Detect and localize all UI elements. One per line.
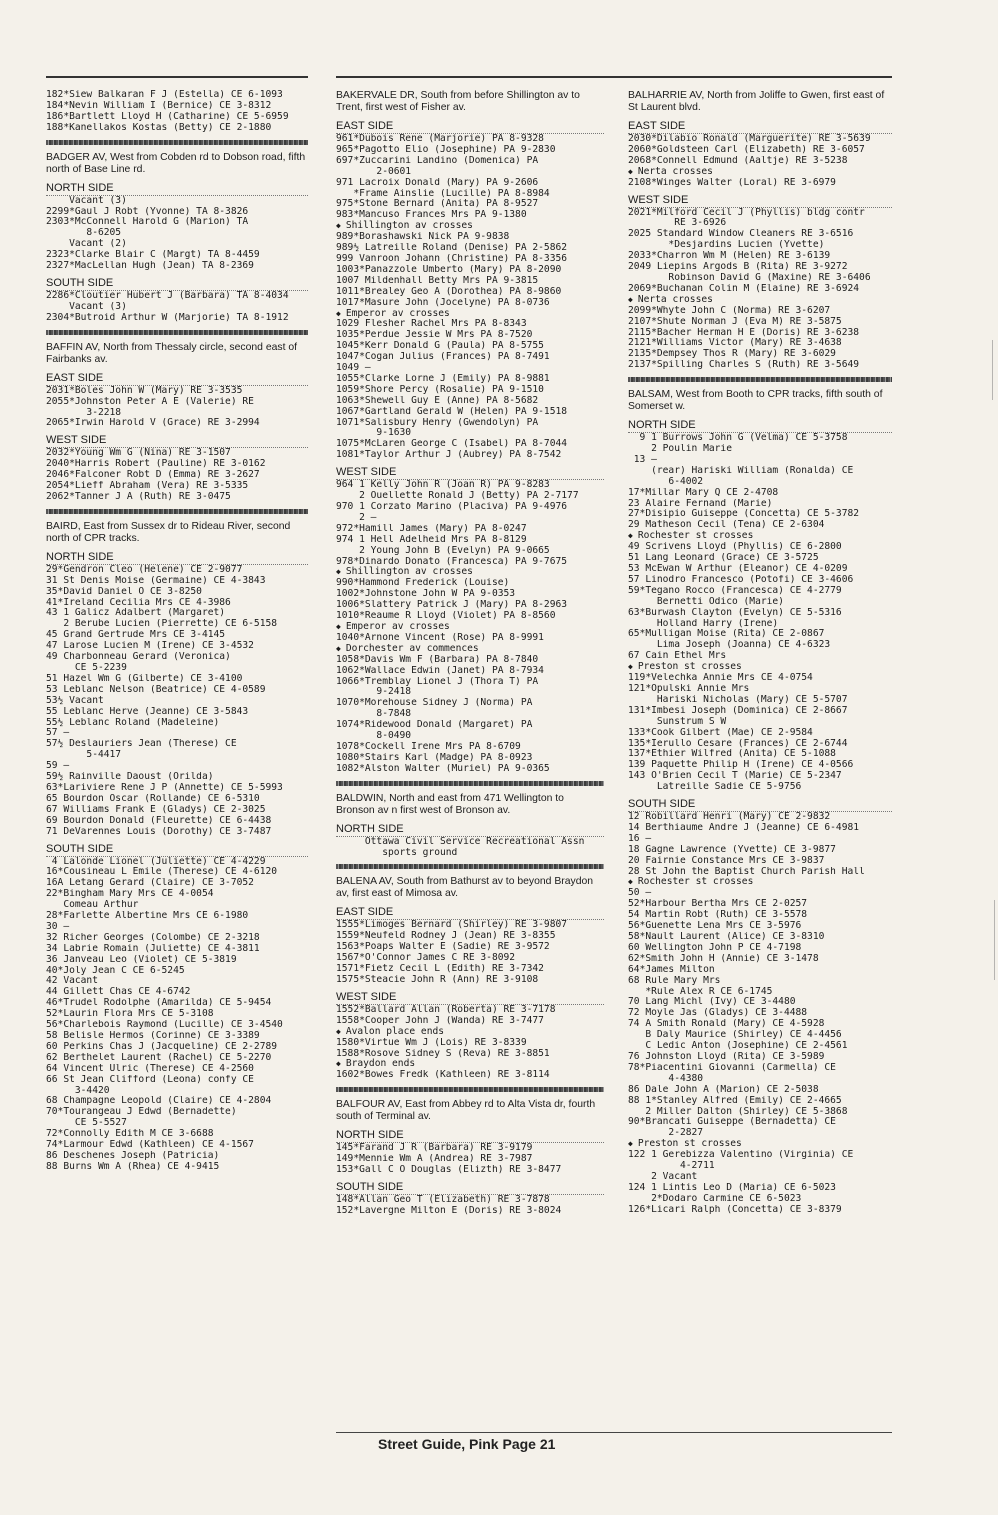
directory-entry: Hariski Nicholas (Mary) CE 5-5707: [628, 694, 848, 705]
directory-entry: 74 A Smith Ronald (Mary) CE 4-5928: [628, 1019, 825, 1030]
directory-entry: 52*Laurin Flora Mrs CE 5-3108: [46, 1009, 214, 1020]
cross-street-note: ◆ Dorchester av commences: [336, 644, 604, 655]
directory-entry: 56*Guenette Lena Mrs CE 3-5976: [628, 921, 802, 932]
street-heading: BALSAM, West from Booth to CPR tracks, fifth south of Somerset w.: [628, 389, 883, 413]
cross-street-note: ◆ Braydon ends: [336, 1059, 604, 1070]
directory-entry: Vacant (3): [46, 301, 127, 312]
cross-street-note: ◆ Avalon place ends: [336, 1027, 604, 1038]
directory-entry: 1588*Rosove Sidney S (Reva) RE 3-8851: [336, 1048, 550, 1059]
directory-entry: 149*Mennie Wm A (Andrea) RE 3-7987: [336, 1154, 533, 1165]
directory-entry: Bernetti Odico (Marie): [628, 596, 784, 607]
directory-entry: 54 Martin Robt (Ruth) CE 3-5578: [628, 910, 808, 921]
directory-entry: 22*Bingham Mary Mrs CE 4-0054: [46, 889, 214, 900]
directory-entry: 62 Berthelet Laurent (Rachel) CE 5-2270: [46, 1052, 272, 1063]
directory-entry: 119*Velechka Annie Mrs CE 4-0754: [628, 673, 813, 684]
directory-entry: 13 —: [628, 454, 657, 465]
directory-entry: 86 Dale John A (Marion) CE 2-5038: [628, 1084, 819, 1095]
side-label: EAST SIDE: [336, 906, 604, 920]
directory-entry: 29*Gendron Cleo (Helene) CE 2-9077: [46, 564, 243, 575]
directory-entry: 145*Farand J R (Barbara) RE 3-9179: [336, 1143, 533, 1154]
directory-entry: 67 Williams Frank E (Gladys) CE 2-3025: [46, 804, 266, 815]
section-divider: [46, 330, 308, 335]
directory-entry: 43 1 Galicz Adalbert (Margaret): [46, 608, 226, 619]
directory-entry: 983*Mancuso Frances Mrs PA 9-1380: [336, 210, 527, 221]
directory-entry: 2107*Shute Norman J (Eva M) RE 3-5875: [628, 316, 842, 327]
directory-entry: 76 Johnston Lloyd (Rita) CE 3-5989: [628, 1051, 825, 1062]
directory-entry: 9 1 Burrows John G (Velma) CE 5-3758: [628, 433, 848, 444]
side-label: SOUTH SIDE: [336, 1181, 604, 1195]
top-rule-right: [336, 76, 892, 78]
directory-entry: 71 DeVarennes Louis (Dorothy) CE 3-7487: [46, 826, 272, 837]
directory-entry: 67 Cain Ethel Mrs: [628, 651, 727, 662]
directory-entry: 1082*Alston Walter (Muriel) PA 9-0365: [336, 763, 550, 774]
directory-entry: 63*Lariviere Rene J P (Annette) CE 5-5993: [46, 782, 283, 793]
directory-entry: 133*Cook Gilbert (Mae) CE 2-9584: [628, 727, 813, 738]
directory-entry: 2031*Boles John W (Mary) RE 3-3535: [46, 385, 243, 396]
directory-entry: 8-0490: [336, 731, 412, 742]
directory-entry: 182*Siew Balkaran F J (Estella) CE 6-1093: [46, 90, 283, 100]
directory-entry: 51 Hazel Wm G (Gilberte) CE 3-4100: [46, 673, 243, 684]
directory-entry: 74*Larmour Edwd (Kathleen) CE 4-1567: [46, 1140, 254, 1151]
cross-street-note: ◆ Preston st crosses: [628, 662, 892, 673]
directory-entry: 975*Stone Bernard (Anita) PA 8-9527: [336, 199, 539, 210]
cross-street-note: ◆ Emperor av crosses: [336, 309, 604, 320]
directory-entry: 70 Lang Michl (Ivy) CE 3-4480: [628, 997, 796, 1008]
directory-entry: 1059*Shore Percy (Rosalie) PA 9-1510: [336, 384, 544, 395]
side-label: WEST SIDE: [336, 991, 604, 1005]
side-label: EAST SIDE: [46, 372, 308, 386]
directory-entry: 2327*MacLellan Hugh (Jean) TA 8-2369: [46, 261, 254, 272]
directory-entry: 6-4002: [628, 476, 704, 487]
directory-entry: 42 Vacant: [46, 976, 98, 987]
directory-entry: Vacant (3): [46, 195, 127, 206]
directory-entry: 16 —: [628, 833, 652, 844]
directory-entry: 137*Ethier Wilfred (Anita) CE 5-1088: [628, 749, 836, 760]
directory-entry: 49 Charbonneau Gerard (Veronica): [46, 652, 231, 663]
directory-entry: 1003*Panazzole Umberto (Mary) PA 8-2090: [336, 264, 562, 275]
directory-entry: 64*James Milton: [628, 964, 715, 975]
side-label: SOUTH SIDE: [46, 277, 308, 291]
directory-entry: 989*Borashawski Nick PA 9-9838: [336, 232, 510, 243]
directory-entry: 2 Berube Lucien (Pierrette) CE 6-5158: [46, 619, 278, 630]
directory-entry: 974 1 Hell Adelheid Mrs PA 8-8129: [336, 534, 527, 545]
directory-entry: 1049 —: [336, 363, 371, 374]
directory-entry: 1070*Morehouse Sidney J (Norma) PA: [336, 698, 533, 709]
directory-entry: 2137*Spilling Charles S (Ruth) RE 3-5649: [628, 360, 860, 371]
directory-entry: 8-6205: [46, 228, 122, 239]
directory-entry: 2 Young John B (Evelyn) PA 9-0665: [336, 545, 550, 556]
directory-entry: 4-2711: [628, 1161, 715, 1172]
column-2: [336, 88, 604, 1217]
directory-entry: CE 5-5527: [46, 1118, 127, 1129]
directory-entry: 2068*Connell Edmund (Aaltje) RE 3-5238: [628, 155, 848, 166]
directory-entry: *Desjardins Lucien (Yvette): [628, 240, 825, 251]
cross-street-note: ◆ Preston st crosses: [628, 1139, 892, 1150]
directory-entry: 2069*Buchanan Colin M (Elaine) RE 3-6924: [628, 283, 860, 294]
street-heading: BALFOUR AV, East from Abbey rd to Alta Vista dr, fourth south of Terminal av.: [336, 1099, 596, 1123]
directory-entry: 2323*Clarke Blair C (Margt) TA 8-4459: [46, 250, 260, 261]
directory-entry: 58 Belisle Hermos (Corinne) CE 3-3389: [46, 1031, 260, 1041]
directory-entry: 143 O'Brien Cecil T (Marie) CE 5-2347: [628, 771, 842, 782]
directory-entry: 1047*Cogan Julius (Frances) PA 8-7491: [336, 352, 550, 363]
directory-entry: 139 Paquette Philip H (Irene) CE 4-0566: [628, 760, 854, 771]
directory-entry: 1602*Bowes Fredk (Kathleen) RE 3-8114: [336, 1070, 550, 1081]
cross-street-note: ◆ Emperor av crosses: [336, 622, 604, 633]
directory-entry: 46*Trudel Rodolphe (Amarilda) CE 5-9454: [46, 998, 272, 1009]
directory-entry: 1580*Virtue Wm J (Lois) RE 3-8339: [336, 1037, 527, 1048]
directory-entry: 2115*Bacher Herman H E (Doris) RE 3-6238: [628, 327, 860, 338]
directory-entry: 2046*Falconer Robt D (Emma) RE 3-2627: [46, 470, 260, 481]
side-label: WEST SIDE: [628, 194, 892, 208]
directory-entry: 2121*Williams Victor (Mary) RE 3-4638: [628, 338, 842, 349]
directory-entry: CE 5-2239: [46, 663, 127, 673]
directory-entry: sports ground: [336, 847, 458, 858]
directory-entry: 2-0601: [336, 166, 412, 177]
side-label: NORTH SIDE: [46, 182, 308, 196]
directory-entry: 1006*Slattery Patrick J (Mary) PA 8-2963: [336, 600, 568, 611]
directory-entry: 55½ Leblanc Roland (Madeleine): [46, 717, 220, 728]
directory-entry: 62*Smith John H (Annie) CE 3-1478: [628, 953, 819, 964]
cross-street-note: ◆ Rochester st crosses: [628, 877, 892, 888]
directory-entry: 59*Tegano Rocco (Francesca) CE 4-2779: [628, 585, 842, 596]
directory-entry: 978*Dinardo Donato (Francesca) PA 9-7675: [336, 556, 568, 567]
directory-entry: 32 Richer Georges (Colombe) CE 2-3218: [46, 932, 260, 943]
directory-entry: 2025 Standard Window Cleaners RE 3-6516: [628, 229, 854, 240]
directory-entry: 148*Allan Geo T (Elizabeth) RE 3-7878: [336, 1194, 550, 1205]
directory-entry: 964 1 Kelly John R (Joan R) PA 9-8283: [336, 480, 550, 491]
directory-entry: 121*Opulski Annie Mrs: [628, 683, 750, 694]
directory-entry: 2*Dodaro Carmine CE 6-5023: [628, 1193, 802, 1204]
directory-entry: B Daly Maurice (Shirley) CE 4-4456: [628, 1030, 842, 1041]
directory-entry: 18 Gagne Lawrence (Yvette) CE 3-9877: [628, 844, 836, 855]
directory-entry: 135*Ierullo Cesare (Frances) CE 2-6744: [628, 738, 848, 749]
directory-entry: 68 Champagne Leopold (Claire) CE 4-2804: [46, 1096, 272, 1107]
directory-entry: 9-2418: [336, 687, 412, 698]
directory-entry: 2 —: [336, 512, 377, 523]
directory-entry: 153*Gall C O Douglas (Elizth) RE 3-8477: [336, 1165, 562, 1176]
directory-entry: 35*David Daniel O CE 3-8250: [46, 586, 202, 597]
directory-entry: 1571*Fietz Cecil L (Edith) RE 3-7342: [336, 964, 544, 975]
street-heading: BAKERVALE DR, South from before Shillington av to Trent, first west of Fisher av.: [336, 90, 580, 113]
street-heading: BADGER AV, West from Cobden rd to Dobson road, fifth north of Base Line rd.: [46, 151, 306, 175]
directory-entry: 1080*Stairs Karl (Madge) PA 8-0923: [336, 752, 533, 763]
directory-entry: 3-2218: [46, 407, 122, 418]
directory-entry: 34 Labrie Romain (Juliette) CE 4-3811: [46, 943, 260, 954]
column-1: [46, 90, 308, 1173]
section-divider: [628, 377, 892, 382]
directory-entry: Latreille Sadie CE 5-9756: [628, 782, 802, 793]
directory-entry: 4-4380: [628, 1073, 704, 1084]
directory-entry: 131*Imbesi Joseph (Dominica) CE 2-8667: [628, 705, 848, 716]
directory-entry: 2033*Charron Wm M (Helen) RE 3-6139: [628, 251, 831, 262]
directory-entry: 1010*Reaume R Lloyd (Violet) PA 8-8560: [336, 611, 556, 622]
side-label: NORTH SIDE: [336, 823, 604, 837]
directory-entry: 28*Farlette Albertine Mrs CE 6-1980: [46, 911, 249, 922]
directory-entry: 20 Fairnie Constance Mrs CE 3-9837: [628, 855, 825, 866]
cross-street-note: ◆ Shillington av crosses: [336, 221, 604, 232]
section-divider: [336, 781, 604, 786]
cross-street-note: ◆ Rochester st crosses: [628, 531, 892, 542]
directory-entry: 1075*McLaren George C (Isabel) PA 8-7044: [336, 439, 568, 450]
directory-entry: Ottawa Civil Service Recreational Assn: [336, 836, 585, 847]
directory-entry: 1558*Cooper John J (Wanda) RE 3-7477: [336, 1015, 544, 1026]
directory-entry: 63*Burwash Clayton (Evelyn) CE 5-5316: [628, 607, 842, 618]
directory-entry: Robinson David G (Maxine) RE 3-6406: [628, 272, 871, 283]
directory-entry: 2032*Young Wm G (Nina) RE 3-1507: [46, 448, 231, 459]
scan-mark: [994, 900, 995, 980]
directory-entry: 30 —: [46, 921, 70, 932]
directory-entry: 1555*Limoges Bernard (Shirley) RE 3-9807: [336, 920, 568, 931]
directory-entry: 186*Bartlett Lloyd H (Catharine) CE 5-6959: [46, 111, 289, 122]
directory-entry: 124 1 Lintis Leo D (Maria) CE 6-5023: [628, 1182, 836, 1193]
street-heading: BAIRD, East from Sussex dr to Rideau River, second north of CPR tracks.: [46, 520, 291, 544]
street-heading: BALDWIN, North and east from 471 Wellington to Bronson av n first west of Bronson av.: [336, 792, 564, 816]
directory-entry: 47 Larose Lucien M (Irene) CE 3-4532: [46, 641, 254, 652]
directory-entry: 1063*Shewell Guy E (Anne) PA 8-5682: [336, 395, 539, 406]
directory-entry: 1017*Masure John (Jocelyne) PA 8-0736: [336, 297, 550, 308]
directory-entry: 17*Millar Mary Q CE 2-4708: [628, 487, 779, 498]
directory-entry: 1074*Ridewood Donald (Margaret) PA: [336, 720, 533, 731]
directory-entry: 2304*Butroid Arthur W (Marjorie) TA 8-1912: [46, 312, 289, 323]
directory-entry: Holland Harry (Irene): [628, 618, 779, 629]
directory-entry: 971 Lacroix Donald (Mary) PA 9-2606: [336, 177, 539, 188]
directory-entry: 36 Janveau Leo (Violet) CE 5-3819: [46, 954, 237, 965]
directory-entry: 1575*Steacie John R (Ann) RE 3-9108: [336, 975, 539, 985]
directory-entry: 122 1 Gerebizza Valentino (Virginia) CE: [628, 1150, 854, 1161]
directory-entry: 961*Dubois Rene (Marjorie) PA 8-9328: [336, 134, 544, 144]
directory-entry: 972*Hamill James (Mary) PA 8-0247: [336, 523, 527, 534]
directory-entry: 55 Leblanc Herve (Jeanne) CE 3-5843: [46, 706, 249, 717]
directory-entry: 88 1*Stanley Alfred (Emily) CE 2-4665: [628, 1095, 842, 1106]
directory-entry: 1002*Johnstone John W PA 9-0353: [336, 589, 516, 600]
directory-entry: 8-7848: [336, 709, 412, 720]
directory-entry: 2 Poulin Marie: [628, 444, 732, 455]
directory-entry: 989½ Latreille Roland (Denise) PA 2-5862: [336, 243, 568, 254]
directory-entry: 2286*Cloutier Hubert J (Barbara) TA 8-4034: [46, 290, 289, 301]
directory-entry: 86 Deschenes Joseph (Patricia): [46, 1150, 220, 1161]
directory-entry: 1081*Taylor Arthur J (Aubrey) PA 8-7542: [336, 450, 562, 461]
column-3: [628, 88, 892, 1216]
directory-entry: 999 Vanroon Johann (Christine) PA 8-3356: [336, 253, 568, 264]
directory-entry: 697*Zuccarini Landino (Domenica) PA: [336, 155, 539, 166]
page-footer: Street Guide, Pink Page 21: [378, 1436, 556, 1452]
directory-entry: RE 3-6926: [628, 218, 727, 229]
directory-entry: 2099*Whyte John C (Norma) RE 3-6207: [628, 305, 831, 316]
directory-entry: 2 Ouellette Ronald J (Betty) PA 2-7177: [336, 491, 579, 502]
directory-entry: 72 Moyle Jas (Gladys) CE 3-4488: [628, 1008, 808, 1019]
directory-entry: 16*Cousineau L Emile (Therese) CE 4-6120: [46, 867, 278, 878]
directory-entry: 5-4417: [46, 750, 122, 761]
directory-entry: 23 Alaire Fernand (Marie): [628, 498, 773, 509]
cross-street-note: ◆ Nerta crosses: [628, 295, 892, 306]
section-divider: [46, 509, 308, 514]
directory-entry: 53½ Vacant: [46, 695, 104, 706]
directory-entry: 126*Licari Ralph (Concetta) CE 3-8379: [628, 1204, 842, 1215]
directory-entry: 970 1 Corzato Marino (Placiva) PA 9-4976: [336, 502, 568, 512]
directory-entry: 2 Vacant: [628, 1171, 698, 1182]
side-label: WEST SIDE: [336, 466, 604, 480]
directory-entry: 69 Bourdon Donald (Fleurette) CE 6-4438: [46, 815, 272, 826]
directory-entry: 28 St John the Baptist Church Parish Hall: [628, 866, 865, 877]
directory-entry: 2049 Liepins Argods B (Rita) RE 3-9272: [628, 262, 848, 273]
directory-entry: 2135*Dempsey Thos R (Mary) RE 3-6029: [628, 349, 836, 360]
directory-entry: 2030*Dilabio Ronald (Marguerite) RE 3-5639: [628, 134, 871, 144]
directory-entry: 1045*Kerr Donald G (Paula) PA 8-5755: [336, 341, 544, 352]
cross-street-note: ◆ Nerta crosses: [628, 167, 892, 178]
directory-entry: 60 Wellington John P CE 4-7198: [628, 942, 802, 953]
directory-entry: 70*Tourangeau J Edwd (Bernadette): [46, 1107, 237, 1118]
side-label: NORTH SIDE: [628, 419, 892, 433]
directory-entry: 2299*Gaul J Robt (Yvonne) TA 8-3826: [46, 206, 249, 217]
directory-entry: Comeau Arthur: [46, 900, 139, 911]
street-heading: BALHARRIE AV, North from Joliffe to Gwen, first east of St Laurent blvd.: [628, 90, 885, 113]
directory-entry: 78*Piacentini Giovanni (Carmella) CE: [628, 1062, 836, 1073]
directory-entry: 184*Nevin William I (Bernice) CE 3-8312: [46, 100, 272, 111]
directory-entry: 1035*Perdue Jessie W Mrs PA 8-7520: [336, 330, 533, 341]
street-heading: BALENA AV, South from Bathurst av to beyond Braydon av, first east of Mimosa av.: [336, 876, 594, 900]
directory-entry: 188*Kanellakos Kostas (Betty) CE 2-1880: [46, 122, 272, 133]
directory-entry: 29 Matheson Cecil (Tena) CE 2-6304: [628, 520, 825, 531]
directory-entry: 1029 Flesher Rachel Mrs PA 8-8343: [336, 319, 527, 330]
directory-entry: 2108*Winges Walter (Loral) RE 3-6979: [628, 177, 836, 188]
directory-entry: C Ledic Anton (Josephine) CE 2-4561: [628, 1041, 848, 1052]
directory-entry: 2054*Lieff Abraham (Vera) RE 3-5335: [46, 481, 249, 492]
directory-entry: 45 Grand Gertrude Mrs CE 3-4145: [46, 630, 226, 641]
directory-entry: 68 Rule Mary Mrs: [628, 975, 721, 986]
section-divider: [336, 1087, 604, 1092]
directory-entry: 1011*Brealey Geo A (Dorothea) PA 8-9860: [336, 286, 562, 297]
side-label: EAST SIDE: [628, 120, 892, 134]
directory-entry: 56*Charlebois Raymond (Lucille) CE 3-4540: [46, 1020, 283, 1031]
directory-entry: 4 Lalonde Lionel (Juliette) CE 4-4229: [46, 856, 266, 867]
directory-entry: 60 Perkins Chas J (Jacqueline) CE 2-2789: [46, 1041, 278, 1052]
directory-entry: 2055*Johnston Peter A E (Valerie) RE: [46, 396, 254, 407]
directory-entry: 50 —: [628, 888, 652, 899]
directory-entry: 1055*Clarke Lorne J (Emily) PA 8-9881: [336, 373, 550, 384]
directory-entry: 65 Bourdon Oscar (Rollande) CE 6-5310: [46, 793, 260, 804]
street-heading: BAFFIN AV, North from Thessaly circle, second east of Fairbanks av.: [46, 341, 298, 365]
directory-entry: 31 St Denis Moise (Germaine) CE 4-3843: [46, 575, 266, 586]
directory-entry: 3-4420: [46, 1085, 110, 1096]
directory-entry: 57½ Deslauriers Jean (Therese) CE: [46, 739, 237, 750]
directory-entry: 51 Lang Leonard (Grace) CE 3-5725: [628, 553, 819, 564]
directory-entry: 2060*Goldsteen Carl (Elizabeth) RE 3-6057: [628, 144, 865, 155]
directory-entry: 1067*Gartland Gerald W (Helen) PA 9-1518: [336, 406, 568, 417]
directory-entry: 1040*Arnone Vincent (Rose) PA 8-9991: [336, 632, 544, 643]
directory-entry: 2040*Harris Robert (Pauline) RE 3-0162: [46, 459, 266, 470]
directory-entry: 58*Nault Laurent (Alice) CE 3-8310: [628, 932, 825, 942]
directory-entry: 40*Joly Jean C CE 6-5245: [46, 965, 185, 976]
scan-mark: [992, 340, 993, 400]
directory-entry: Vacant (2): [46, 239, 127, 250]
directory-entry: 52*Harbour Bertha Mrs CE 2-0257: [628, 899, 808, 910]
directory-entry: 965*Pagotto Elio (Josephine) PA 9-2830: [336, 144, 556, 155]
cross-street-note: ◆ Shillington av crosses: [336, 567, 604, 578]
section-divider: [336, 864, 604, 869]
directory-entry: Sunstrum S W: [628, 716, 727, 727]
directory-entry: 16A Letang Gerard (Claire) CE 3-7052: [46, 878, 254, 889]
directory-entry: 88 Burns Wm A (Rhea) CE 4-9415: [46, 1161, 220, 1172]
top-rule-left: [46, 76, 308, 78]
directory-entry: 2065*Irwin Harold V (Grace) RE 3-2994: [46, 418, 260, 429]
directory-entry: 59 —: [46, 761, 70, 772]
directory-entry: 57 —: [46, 728, 70, 739]
side-label: EAST SIDE: [336, 120, 604, 134]
directory-entry: 2-2827: [628, 1128, 704, 1139]
directory-entry: 12 Robillard Henri (Mary) CE 2-9832: [628, 812, 831, 823]
directory-entry: 1066*Tremblay Lionel J (Thora T) PA: [336, 676, 539, 687]
directory-entry: 49 Scrivens Lloyd (Phyllis) CE 6-2800: [628, 542, 842, 553]
directory-entry: 1062*Wallace Edwin (Janet) PA 8-7934: [336, 665, 544, 676]
directory-entry: 65*Mulligan Moise (Rita) CE 2-0867: [628, 629, 825, 640]
directory-entry: 72*Connolly Edith M CE 3-6688: [46, 1129, 214, 1140]
side-label: WEST SIDE: [46, 434, 308, 448]
directory-entry: 27*Disipio Guiseppe (Concetta) CE 5-3782: [628, 509, 860, 520]
directory-entry: 41*Ireland Cecilia Mrs CE 4-3986: [46, 597, 231, 608]
side-label: SOUTH SIDE: [46, 843, 308, 857]
directory-entry: 1071*Salisbury Henry (Gwendolyn) PA: [336, 417, 539, 428]
directory-entry: 1567*O'Connor James C RE 3-8092: [336, 953, 516, 964]
section-divider: [46, 140, 308, 145]
directory-entry: 59½ Rainville Daoust (Orilda): [46, 772, 214, 783]
side-label: NORTH SIDE: [46, 551, 308, 565]
directory-entry: 64 Vincent Ulric (Therese) CE 4-2560: [46, 1063, 254, 1074]
directory-entry: 2 Miller Dalton (Shirley) CE 5-3868: [628, 1106, 848, 1117]
directory-entry: 57 Linodro Francesco (Potofi) CE 3-4606: [628, 574, 854, 585]
directory-entry: 1559*Neufeld Rodney J (Jean) RE 3-8355: [336, 931, 556, 942]
directory-entry: 1552*Ballard Allan (Roberta) RE 3-7178: [336, 1004, 556, 1015]
directory-entry: 1563*Poaps Walter E (Sadie) RE 3-9572: [336, 942, 550, 953]
directory-entry: 53 McEwan W Arthur (Eleanor) CE 4-0209: [628, 564, 848, 574]
directory-entry: *Rule Alex R CE 6-1745: [628, 986, 773, 997]
directory-entry: 9-1630: [336, 428, 412, 439]
side-label: NORTH SIDE: [336, 1129, 604, 1143]
directory-entry: 14 Berthiaume Andre J (Jeanne) CE 6-4981: [628, 822, 860, 833]
directory-entry: 1007 Mildenhall Betty Mrs PA 9-3815: [336, 275, 539, 286]
directory-entry: 2021*Milford Cecil J (Phyllis) bldg contr: [628, 207, 865, 218]
footer-rule: [336, 1432, 892, 1433]
directory-entry: 1058*Davis Wm F (Barbara) PA 8-7840: [336, 654, 539, 665]
directory-entry: 990*Hammond Frederick (Louise): [336, 578, 510, 589]
directory-entry: 1078*Cockell Irene Mrs PA 8-6709: [336, 741, 521, 752]
directory-entry: 2303*McConnell Harold G (Marion) TA: [46, 217, 249, 228]
directory-entry: (rear) Hariski William (Ronalda) CE: [628, 465, 854, 476]
side-label: SOUTH SIDE: [628, 798, 892, 812]
directory-entry: 44 Gillett Chas CE 4-6742: [46, 987, 191, 998]
directory-entry: 2062*Tanner J A (Ruth) RE 3-0475: [46, 491, 231, 502]
directory-entry: 152*Lavergne Milton E (Doris) RE 3-8024: [336, 1205, 562, 1216]
directory-entry: *Frame Ainslie (Lucille) PA 8-8984: [336, 188, 550, 199]
directory-entry: 53 Leblanc Nelson (Beatrice) CE 4-0589: [46, 684, 266, 695]
directory-entry: 90*Brancati Guiseppe (Bernadetta) CE: [628, 1117, 836, 1128]
directory-entry: 66 St Jean Clifford (Leona) confy CE: [46, 1074, 254, 1085]
directory-entry: Lima Joseph (Joanna) CE 4-6323: [628, 640, 831, 651]
